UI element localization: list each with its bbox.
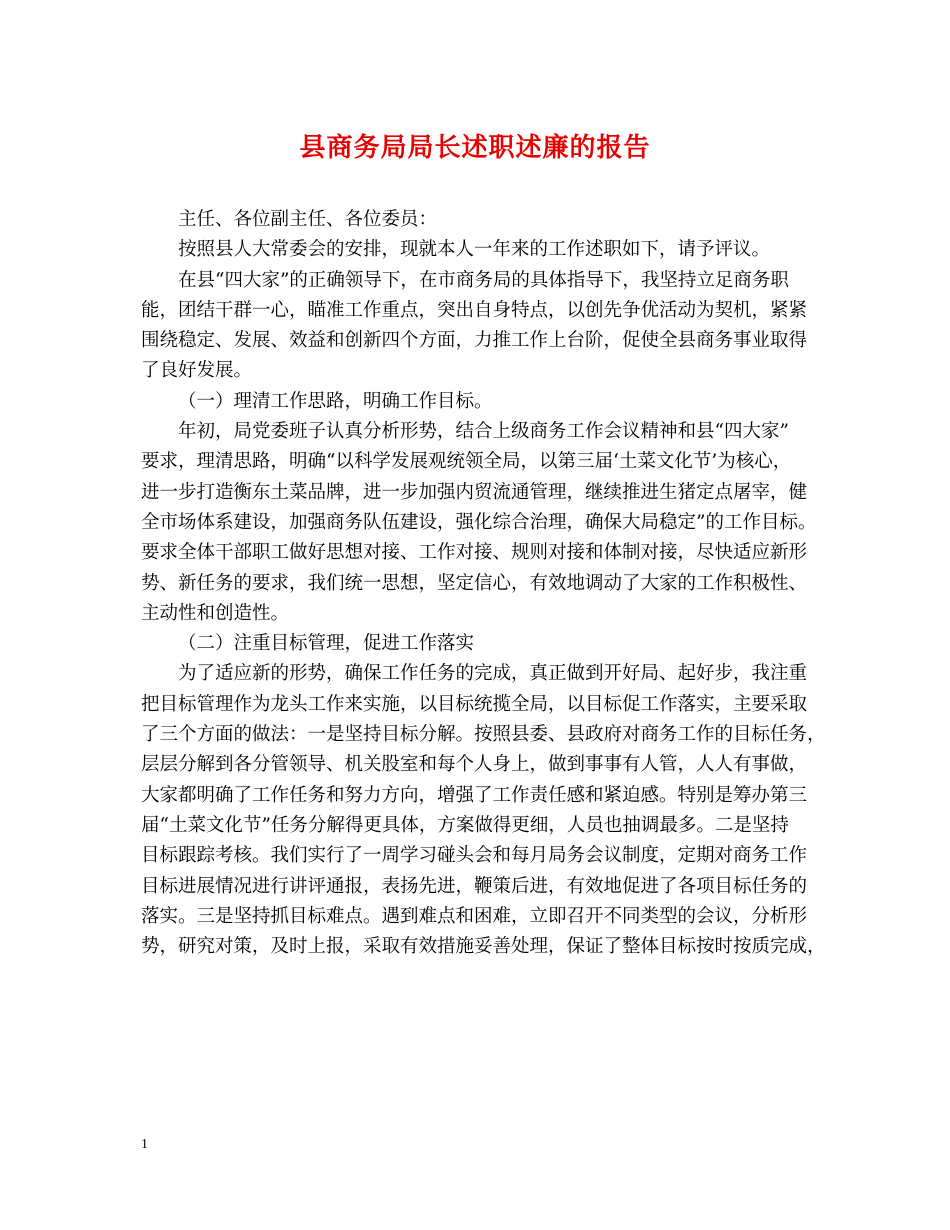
text-line: 年初，局党委班子认真分析形势，结合上级商务工作会议精神和县“四大家” <box>178 421 789 443</box>
text-line: 为了适应新的形势，确保工作任务的完成，真正做到开好局、起好步，我注重 <box>178 663 808 685</box>
text-line: 按照县人大常委会的安排，现就本人一年来的工作述职如下，请予评议。 <box>178 239 771 261</box>
page-number: 1 <box>141 1137 148 1152</box>
text-line: 围绕稳定、发展、效益和创新四个方面，力推工作上台阶，促使全县商务事业取得 <box>141 330 808 352</box>
text-line: 势，研究对策，及时上报，采取有效措施妥善处理，保证了整体目标按时按质完成， <box>141 936 826 958</box>
text-line: 把目标管理作为龙头工作来实施，以目标统揽全局，以目标促工作落实，主要采取 <box>141 693 808 715</box>
text-line: 能，团结干群一心，瞄准工作重点，突出自身特点，以创先争优活动为契机，紧紧 <box>141 299 808 321</box>
text-line: 进一步打造衡东土菜品牌，进一步加强内贸流通管理，继续推进生猪定点屠宰，健 <box>141 481 808 503</box>
text-line: 势、新任务的要求，我们统一思想，坚定信心，有效地调动了大家的工作积极性、 <box>141 572 808 594</box>
text-line: 了三个方面的做法：一是坚持目标分解。按照县委、县政府对商务工作的目标任务， <box>141 724 826 746</box>
text-line: 层层分解到各分管领导、机关股室和每个人身上，做到事事有人管，人人有事做， <box>141 754 808 776</box>
text-line: 目标跟踪考核。我们实行了一周学习碰头会和每月局务会议制度，定期对商务工作 <box>141 845 808 867</box>
text-line: 目标进展情况进行讲评通报，表扬先进，鞭策后进，有效地促进了各项目标任务的 <box>141 875 808 897</box>
text-line: （一）理清工作思路，明确工作目标。 <box>178 390 493 412</box>
text-line: 全市场体系建设，加强商务队伍建设，强化综合治理，确保大局稳定”的工作目标。 <box>141 511 817 533</box>
text-line: 落实。三是坚持抓目标难点。遇到难点和困难，立即召开不同类型的会议，分析形 <box>141 905 808 927</box>
document-title: 县商务局局长述职述廉的报告 <box>299 133 651 163</box>
text-line: 要求全体干部职工做好思想对接、工作对接、规则对接和体制对接，尽快适应新形 <box>141 542 808 564</box>
text-line: 要求，理清思路，明确“以科学发展观统领全局，以第三届‘土菜文化节’为核心， <box>141 451 792 473</box>
text-line: 主动性和创造性。 <box>141 602 290 624</box>
text-line: （二）注重目标管理，促进工作落实 <box>178 633 475 655</box>
text-line: 届“土菜文化节”任务分解得更具体，方案做得更细，人员也抽调最多。二是坚持 <box>141 814 789 836</box>
text-line: 了良好发展。 <box>141 360 253 382</box>
text-line: 在县“四大家”的正确领导下，在市商务局的具体指导下，我坚持立足商务职 <box>178 269 789 291</box>
document-body <box>141 205 831 962</box>
text-line: 大家都明确了工作任务和努力方向，增强了工作责任感和紧迫感。特别是筹办第三 <box>141 784 808 806</box>
text-line: 主任、各位副主任、各位委员： <box>178 209 438 230</box>
